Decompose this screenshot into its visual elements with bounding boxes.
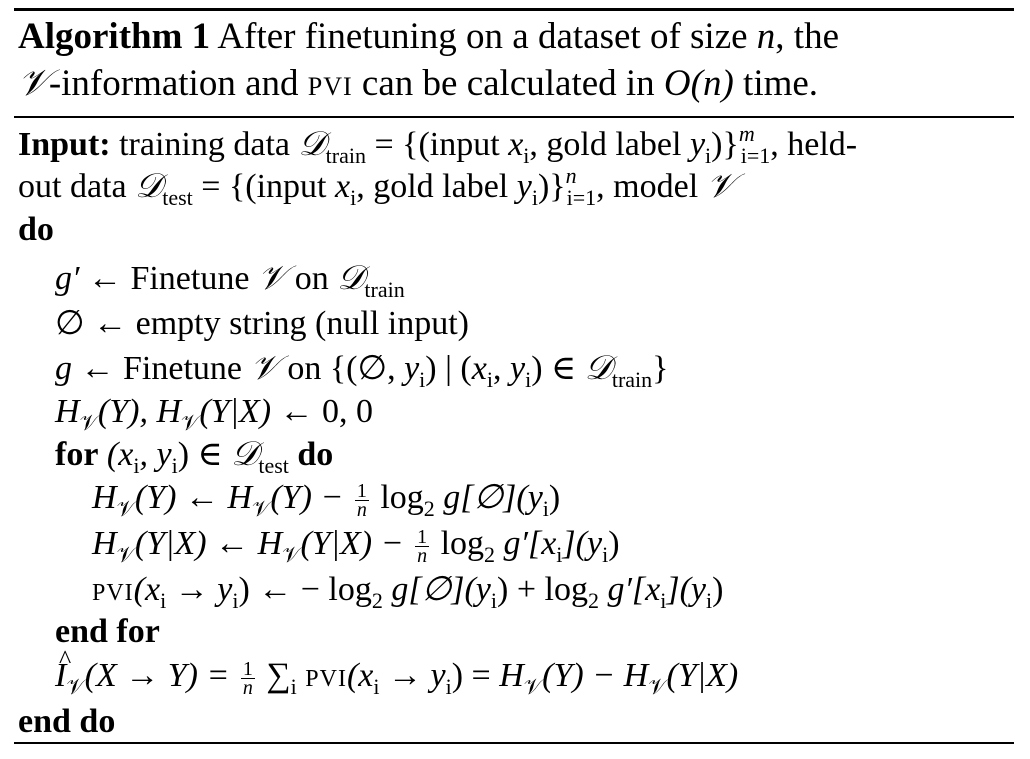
end-do-keyword: end do [18,703,116,740]
step-pvi: $pvi(x_i \to y_i)$ ← − $\log_2$ $g[\emptyset](y_i) + \log_2 g'[x_i](y_i)$ [92,571,724,613]
step-finetune-null: g ← Finetune 𝒱 on {(∅, $y_i$) | ($x_i$, $y_i$) ∈ 𝒟$_{train}$} [55,348,669,392]
caption-line-2: 𝒱-information and pvi can be calculated in O(n) time. [18,61,819,104]
input-line-2: out data 𝒟$_{test}$ = {(input $x_i$, gold label $y_i)\}^n_{i=1}$, model 𝒱 [18,163,735,210]
input-line-1: Input: training data 𝒟$_{train}$ = {(input $x_i$, gold label $y_i)\}^m_{i=1}$, held- [18,121,858,168]
input-label: Input: [18,126,111,163]
pvi-text: pvi [307,63,353,104]
step-empty-string: ∅ ← empty string (null input) [55,305,469,342]
step-update-hy: $H_𝒱(Y)$ ← $H_𝒱(Y)$ − $\frac{1}{n}$ $\log_2$ $g[\emptyset](y_i)$ [92,479,561,522]
end-for-keyword: end for [55,613,160,650]
fraction-1-over-n: $\frac{1}{n}$ [417,525,428,567]
fraction-1-over-n: $\frac{1}{n}$ [356,479,367,521]
bottom-rule [14,742,1014,744]
caption-rule [14,116,1014,118]
step-update-hyx: $H_𝒱(Y|X)$ ← $H_𝒱(Y|X)$ − $\frac{1}{n}$ $\log_2 g'[x_i](y_i)$ [92,525,620,568]
step-init-entropy: $H_𝒱(Y)$, $H_𝒱(Y|X)$ ← 0, 0 [55,393,374,436]
do-keyword: do [18,211,54,248]
step-finetune-model: g′ ← Finetune 𝒱 on 𝒟$_{train}$ [55,258,405,302]
top-rule [14,8,1014,11]
step-v-information: ^ $I_𝒱(X \to Y)$ = $\frac{1}{n}$ $\sum_i$ $pvi(x_i \to y_i) = H_𝒱(Y) - H_𝒱(Y|X)$ [55,656,738,697]
fraction-1-over-n: $\frac{1}{n}$ [242,657,253,699]
for-loop-header: for ($x_i$, $y_i$) ∈ 𝒟$_{test}$ do [55,434,334,478]
caption-label: Algorithm 1 [18,16,211,57]
caption-line-1: Algorithm 1 After finetuning on a dataset of size n, the [18,16,839,57]
